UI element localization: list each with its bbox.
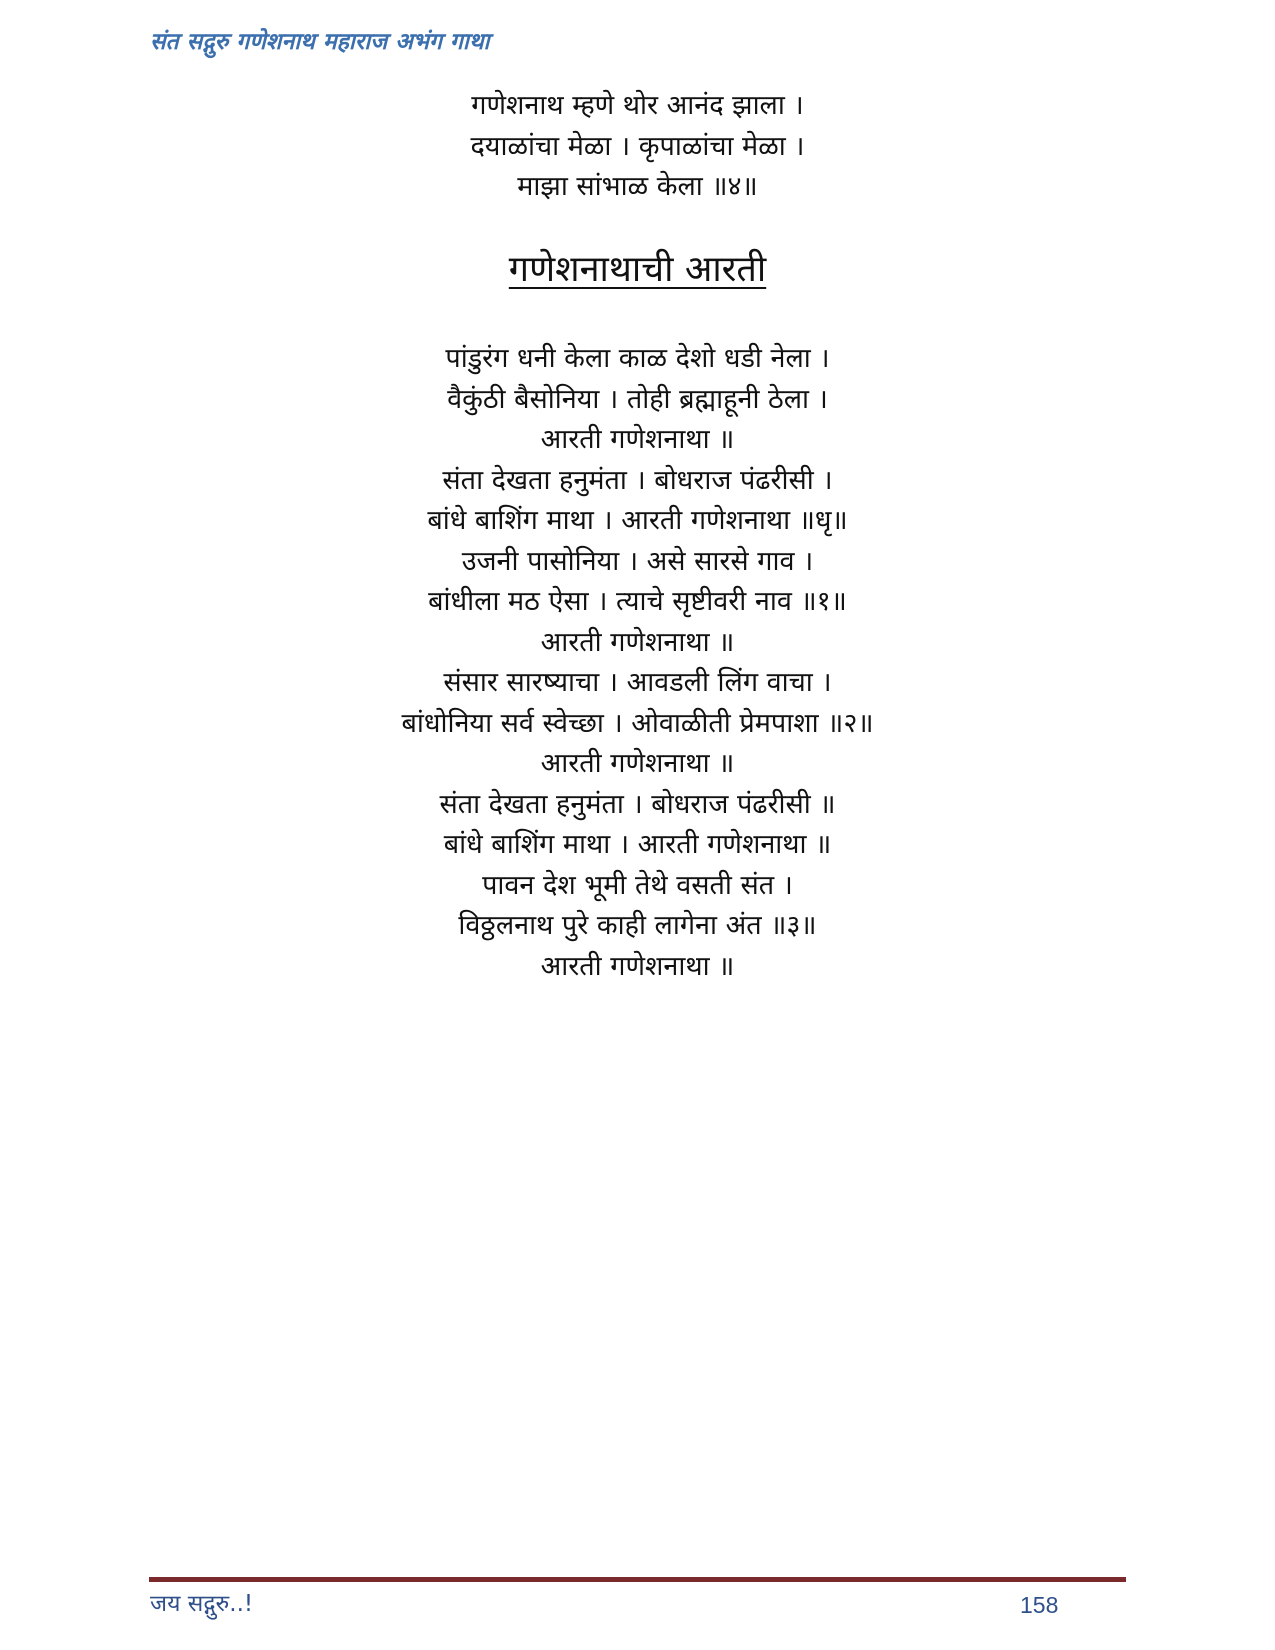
footer-blessing: जय सद्गुरु..!: [150, 1591, 254, 1617]
verse-line: पांडुरंग धनी केला काळ देशो धडी नेला ।: [445, 343, 830, 374]
verse-line: वैकुंठी बैसोनिया । तोही ब्रह्माहूनी ठेला ।: [447, 383, 828, 415]
verse-line: बांधे बाशिंग माथा । आरती गणेशनाथा ॥धृ॥: [427, 505, 848, 536]
previous-stanza: [0, 86, 1275, 208]
verse-line: गणेशनाथ म्हणे थोर आनंद झाला ।: [471, 90, 804, 121]
aarti-verses: [0, 339, 1275, 987]
verse-line: विठ्ठलनाथ पुरे काही लागेना अंत ॥३॥: [458, 910, 817, 941]
verse-line: संता देखता हनुमंता । बोधराज पंढरीसी ॥: [439, 788, 836, 820]
verse-line: आरती गणेशनाथा ॥: [540, 748, 735, 779]
verse-line: संसार सारष्याचा । आवडली लिंग वाचा ।: [443, 667, 832, 698]
aarti-title: [0, 246, 1275, 294]
verse-line: आरती गणेशनाथा ॥: [540, 424, 735, 455]
verse-line: दयाळांचा मेळा । कृपाळांचा मेळा ।: [470, 130, 805, 162]
verse-line: आरती गणेशनाथा ॥: [540, 950, 735, 982]
verse-line: बांधीला मठ ऐसा । त्याचे सृष्टीवरी नाव ॥१॥: [428, 586, 847, 617]
verse-line: आरती गणेशनाथा ॥: [540, 626, 735, 658]
verse-line: पावन देश भूमी तेथे वसती संत ।: [482, 869, 793, 901]
aarti-title-text: गणेशनाथाची आरती: [508, 249, 767, 290]
verse-line: संता देखता हनुमंता । बोधराज पंढरीसी ।: [442, 464, 833, 496]
verse-line: बांधोनिया सर्व स्वेच्छा । ओवाळीती प्रेमपाशा ॥२॥: [401, 707, 874, 739]
verse-line: माझा सांभाळ केला ॥४॥: [517, 171, 758, 202]
running-header-title: संत सद्गुरु गणेशनाथ महाराज अभंग गाथा: [150, 29, 490, 55]
verse-line: उजनी पासोनिया । असे सारसे गाव ।: [461, 545, 814, 577]
footer-divider: [149, 1577, 1126, 1582]
page-number: 158: [1020, 1592, 1059, 1618]
verse-line: बांधे बाशिंग माथा । आरती गणेशनाथा ॥: [443, 829, 832, 860]
